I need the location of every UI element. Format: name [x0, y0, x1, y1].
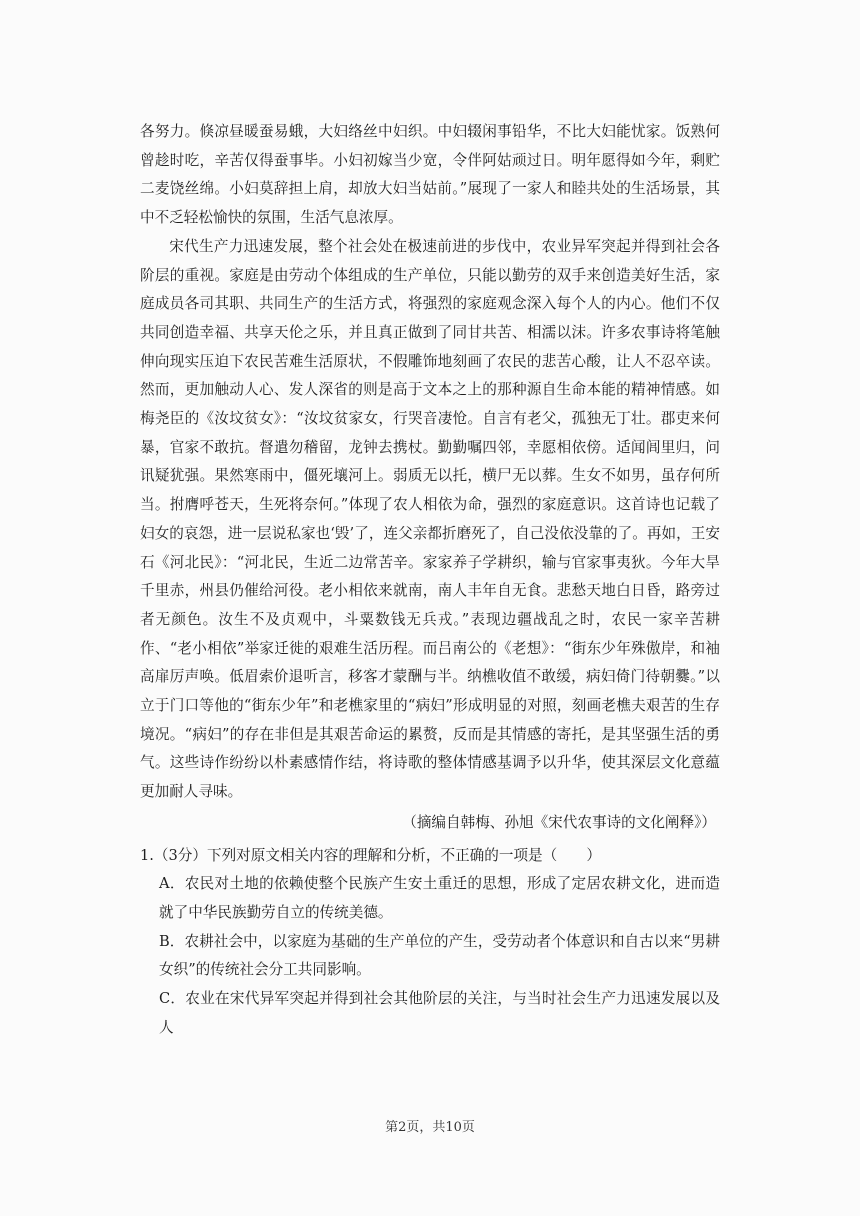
source-citation: （摘编自韩梅、孙旭《宋代农事诗的文化阐释》）: [402, 813, 716, 831]
paragraph-main: 宋代生产力迅速发展，整个社会处在极速前进的步伐中，农业异军突起并得到社会各阶层的重视。家庭是由劳动个体组成的生产单位，只能以勤劳的双手来创造美好生活，家庭成员各司其职、共同生产的生活方式，将强烈的家庭观念深入每个人的内心。他们不仅共同创造幸福、共享天伦之乐，并且真正做到了同甘共苦、相濡以沫。许多农事诗将笔触伸向现实压迫下农民苦难生活原状，不假雕饰地刻画了农民的悲苦心酸，让人不忍卒读。然而，更加触动人心、发人深省的则是高于文本之上的那种源自生命本能的精神情感。如梅尧臣的《汝坟贫女》：“汝坟贫家女，行哭音凄怆。自言有老父，孤独无丁壮。郡吏来何暴，官家不敢抗。督遣勿稽留，龙钟去携杖。勤勤嘱四邻，幸愿相依傍。适闻闾里归，问讯疑犹强。果然寒雨中，僵死壤河上。弱质无以托，横尸无以葬。生女不如男，虽存何所当。拊膺呼苍天，生死将奈何。”体现了农人相依为命，强烈的家庭意识。这首诗也记载了妇女的哀怨，进一层说私家也‘毁’了，连父亲都折磨死了，自己没依没靠的了。再如，王安石《河北民》：“河北民，生近二边常苦辛。家家养子学耕织，输与官家事夷狄。今年大旱千里赤，州县仍催给河役。老小相依来就南，南人丰年自无食。悲愁天地白日昏，路旁过者无颜色。汝生不及贞观中，斗粟数钱无兵戎。”表现边疆战乱之时，农民一家辛苦耕作、“老小相依”举家迁徙的艰难生活历程。而吕南公的《老想》：“街东少年殊傲岸，和袖高扉厉声唤。低眉索价退听言，移客才蒙酬与半。纳樵收值不敢缓，病妇倚门待朝爨。”以立于门口等他的“街东少年”和老樵家里的“病妇”形成明显的对照，刻画老樵夫艰苦的生存境况。“病妇”的存在非但是其艰苦命运的累赘，反而是其情感的寄托，是其坚强生活的勇气。这些诗作纷纷以朴素感情作结，将诗歌的整体情感基调予以升华，使其深层文化意蕴更加耐人寻味。: [140, 237, 720, 801]
question-stem: 1.（3分）下列对原文相关内容的理解和分析，不正确的一项是（ ）: [140, 846, 602, 864]
option-a: A．农民对土地的依赖使整个民族产生安土重迁的思想，形成了定居农耕文化，进而造就了中华民族勤劳自立的传统美德。: [159, 875, 720, 921]
option-b: B．农耕社会中，以家庭为基础的生产单位的产生，受劳动者个体意识和自古以来“男耕女织”的传统社会分工共同影响。: [159, 932, 720, 979]
paragraph-continued: 各努力。倏凉昼暖蚕易蛾，大妇络丝中妇织。中妇辍闲事铅华，不比大妇能忧家。饭熟何曾趁时吃，辛苦仅得蚕事毕。小妇初嫁当少宽，令伴阿姑顽过日。明年愿得如今年，剩贮二麦饶丝绵。小妇莫辞担上肩，却放大妇当姑前。”展现了一家人和睦共处的生活场景，其中不乏轻松愉快的氛围，生活气息浓厚。: [140, 123, 720, 227]
page-number-footer: 第2页，共10页: [385, 1120, 475, 1135]
article-body: [140, 118, 720, 1043]
option-c: C．农业在宋代异军突起并得到社会其他阶层的关注，与当时社会生产力迅速发展以及人: [159, 990, 720, 1036]
